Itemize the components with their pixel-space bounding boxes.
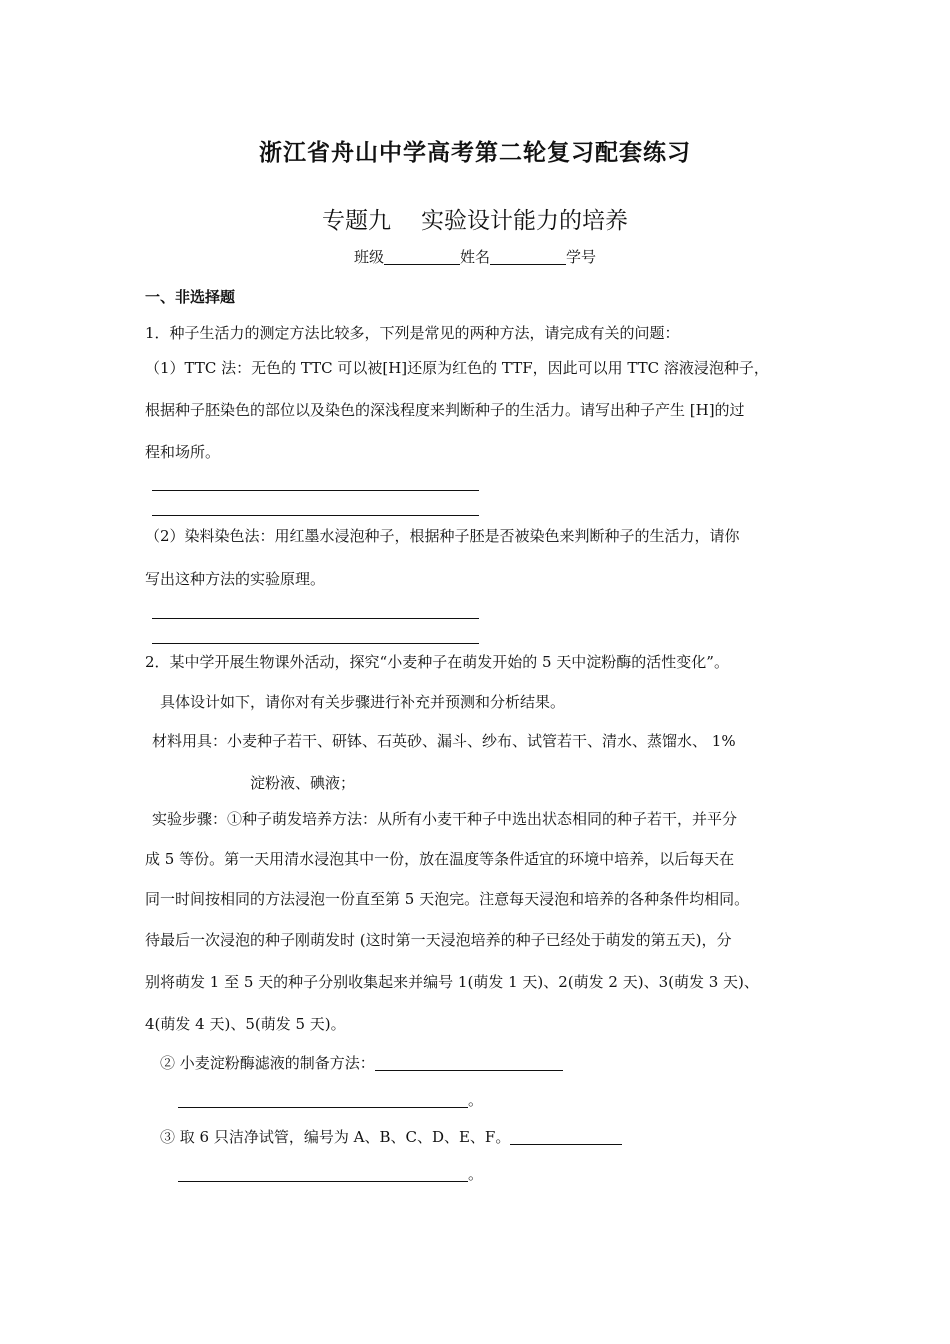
answer-blank-q1-1[interactable] bbox=[152, 515, 479, 516]
period: 。 bbox=[468, 1165, 484, 1183]
document-title: 浙江省舟山中学高考第二轮复习配套练习 bbox=[259, 140, 691, 166]
q2-step-line: 实验步骤：①种子萌发培养方法：从所有小麦干种子中选出状态相同的种子若干，并平分 bbox=[152, 810, 738, 828]
q2-step-line: 待最后一次浸泡的种子刚萌发时 (这时第一天浸泡培养的种子已经处于萌发的第五天)，分 bbox=[145, 931, 732, 949]
class-label: 班级 bbox=[353, 248, 384, 266]
q2-step2 bbox=[160, 1052, 563, 1073]
topic-number: 专题九 bbox=[322, 208, 391, 234]
q2-step-line: 同一时间按相同的方法浸泡一份直至第 5 天泡完。注意每天浸泡和培养的各种条件均相同。 bbox=[145, 890, 750, 908]
name-label: 姓名 bbox=[459, 248, 490, 266]
q2-step3-text: ③ 取 6 只洁净试管，编号为 A、B、C、D、E、F。 bbox=[160, 1128, 511, 1146]
q2-stem: 2．某中学开展生物课外活动，探究“小麦种子在萌发开始的 5 天中淀粉酶的活性变化”。 bbox=[145, 653, 729, 671]
q2-step3 bbox=[160, 1126, 622, 1147]
student-info-row bbox=[0, 246, 950, 267]
answer-blank-q1-2[interactable] bbox=[152, 643, 479, 644]
q2-materials: 材料用具：小麦种子若干、研钵、石英砂、漏斗、纱布、试管若干、清水、蒸馏水、 1% bbox=[152, 732, 736, 750]
q1-stem: 1．种子生活力的测定方法比较多，下列是常见的两种方法，请完成有关的问题： bbox=[145, 324, 680, 342]
answer-blank-step3[interactable] bbox=[178, 1181, 468, 1182]
topic-title: 实验设计能力的培养 bbox=[421, 208, 628, 234]
q1-part2-line: 写出这种方法的实验原理。 bbox=[145, 570, 326, 588]
answer-blank-step3[interactable] bbox=[510, 1144, 622, 1145]
q2-step2-text: ② 小麦淀粉酶滤液的制备方法： bbox=[160, 1054, 375, 1072]
name-blank[interactable] bbox=[490, 264, 566, 265]
student-no-label: 学号 bbox=[566, 248, 597, 266]
period: 。 bbox=[468, 1091, 484, 1109]
q2-materials-cont: 淀粉液、碘液； bbox=[250, 774, 356, 792]
answer-blank-q1-2[interactable] bbox=[152, 618, 479, 619]
q2-step3-cont bbox=[178, 1163, 483, 1184]
q2-step-line: 别将萌发 1 至 5 天的种子分别收集起来并编号 1(萌发 1 天)、2(萌发 2 天)、3(萌发 3 天)、 bbox=[145, 973, 759, 991]
answer-blank-q1-1[interactable] bbox=[152, 490, 479, 491]
q1-part1-line: 根据种子胚染色的部位以及染色的深浅程度来判断种子的生活力。请写出种子产生 [H]的过 bbox=[145, 401, 745, 419]
answer-blank-step2[interactable] bbox=[178, 1107, 468, 1108]
q2-step-line: 成 5 等份。第一天用清水浸泡其中一份，放在温度等条件适宜的环境中培养，以后每天在 bbox=[145, 850, 735, 868]
q2-step2-cont bbox=[178, 1089, 483, 1110]
section-heading: 一、非选择题 bbox=[145, 288, 236, 306]
answer-blank-step2[interactable] bbox=[375, 1070, 563, 1071]
q1-part2-line: （2）染料染色法：用红墨水浸泡种子，根据种子胚是否被染色来判断种子的生活力，请你 bbox=[145, 527, 740, 545]
q1-part1-line: 程和场所。 bbox=[145, 443, 221, 461]
topic-heading bbox=[0, 202, 950, 235]
class-blank[interactable] bbox=[384, 264, 460, 265]
q1-part1-line: （1）TTC 法：无色的 TTC 可以被[H]还原为红色的 TTF，因此可以用 TTC 溶液浸泡种子， bbox=[145, 359, 769, 377]
q2-step-line: 4(萌发 4 天)、5(萌发 5 天)。 bbox=[145, 1015, 346, 1033]
q2-intro: 具体设计如下，请你对有关步骤进行补充并预测和分析结果。 bbox=[160, 693, 566, 711]
